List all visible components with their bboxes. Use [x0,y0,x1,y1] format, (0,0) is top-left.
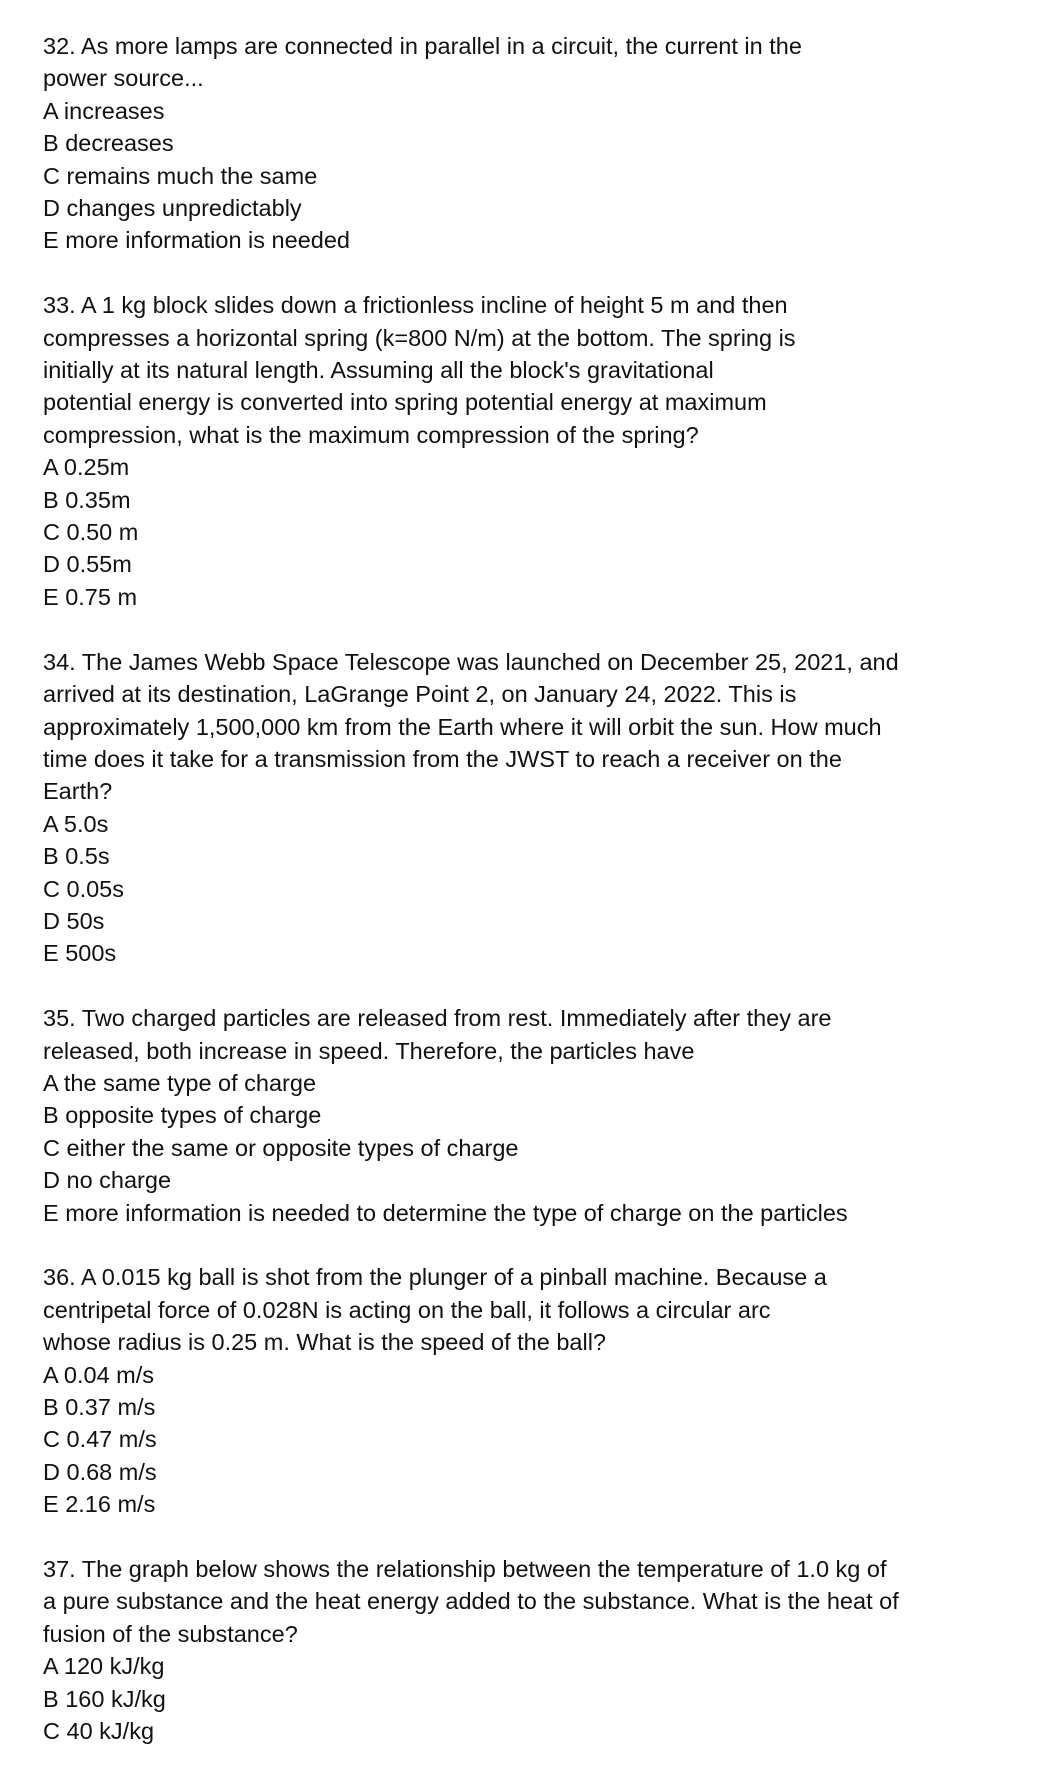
answer-option-c: C 40 kJ/kg [43,1718,155,1745]
question-stem-line: compression, what is the maximum compression of the spring? [43,421,699,448]
answer-option-d: D changes unpredictably [43,195,302,222]
answer-option-b: B 0.35m [43,486,131,513]
question-36 [43,1261,1003,1520]
answer-option-e: E 0.75 m [43,583,138,610]
answer-option-e: E more information is needed [43,227,350,254]
answer-option-c: C either the same or opposite types of charge [43,1134,519,1161]
question-stem-line: centripetal force of 0.028N is acting on the ball, it follows a circular arc [43,1296,771,1323]
question-stem-line: power source... [43,65,204,92]
question-stem-line: Earth? [43,778,113,805]
answer-option-a: A 120 kJ/kg [43,1653,165,1680]
question-document [43,30,1003,1780]
answer-option-c: C remains much the same [43,162,318,189]
question-stem-line: arrived at its destination, LaGrange Point 2, on January 24, 2022. This is [43,681,797,708]
answer-option-a: A increases [43,97,165,124]
question-stem-line: 32. As more lamps are connected in parallel in a circuit, the current in the [43,33,802,59]
answer-option-b: B 0.5s [43,843,110,870]
answer-option-e: E 2.16 m/s [43,1491,156,1518]
question-stem-line: approximately 1,500,000 km from the Earth where it will orbit the sun. How much [43,713,882,740]
question-stem-line: whose radius is 0.25 m. What is the speed of the ball? [43,1329,607,1356]
question-stem-line: released, both increase in speed. Therefore, the particles have [43,1037,695,1064]
question-stem-line: 36. A 0.015 kg ball is shot from the plunger of a pinball machine. Because a [43,1264,827,1291]
question-35 [43,1002,1003,1229]
question-stem-line: 37. The graph below shows the relationship between the temperature of 1.0 kg of [43,1556,887,1583]
answer-option-a: A 0.04 m/s [43,1361,155,1388]
answer-option-a: A 5.0s [43,810,109,837]
question-stem-line: 35. Two charged particles are released from rest. Immediately after they are [43,1005,832,1032]
question-stem-line: compresses a horizontal spring (k=800 N/m) at the bottom. The spring is [43,324,796,351]
answer-option-d: D 0.68 m/s [43,1458,157,1485]
answer-option-b: B 0.37 m/s [43,1394,156,1420]
answer-option-d: D no charge [43,1167,172,1194]
answer-option-e: E 500s [43,940,117,967]
question-stem-line: initially at its natural length. Assuming all the block's gravitational [43,357,714,384]
answer-option-b: B 160 kJ/kg [43,1685,166,1712]
question-stem-line: 34. The James Webb Space Telescope was launched on December 25, 2021, and [43,648,899,675]
question-stem-line: fusion of the substance? [43,1620,298,1647]
question-37 [43,1553,1003,1747]
question-stem-line: a pure substance and the heat energy added to the substance. What is the heat of [43,1588,899,1615]
answer-option-c: C 0.47 m/s [43,1426,157,1453]
answer-option-a: A 0.25m [43,454,130,481]
answer-option-a: A the same type of charge [43,1069,317,1096]
answer-option-d: D 50s [43,907,105,934]
question-32 [43,30,1003,257]
answer-option-b: B decreases [43,130,174,157]
question-34 [43,646,1003,970]
answer-option-c: C 0.05s [43,875,124,902]
answer-option-d: D 0.55m [43,551,132,578]
question-stem-line: 33. A 1 kg block slides down a frictionless incline of height 5 m and then [43,292,788,319]
question-stem-line: time does it take for a transmission from the JWST to reach a receiver on the [43,745,842,772]
question-33 [43,289,1003,613]
question-stem-line: potential energy is converted into spring potential energy at maximum [43,389,767,416]
answer-option-c: C 0.50 m [43,519,139,546]
answer-option-b: B opposite types of charge [43,1102,322,1129]
answer-option-e: E more information is needed to determine the type of charge on the particles [43,1199,848,1226]
